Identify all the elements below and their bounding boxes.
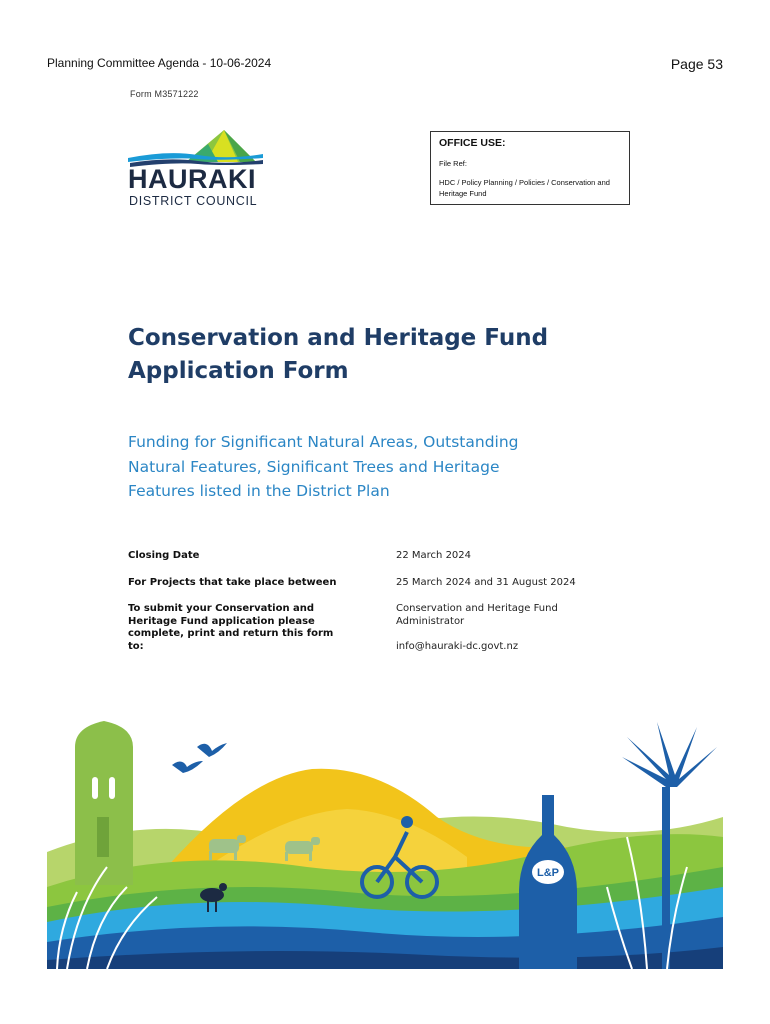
project-period-value: 25 March 2024 and 31 August 2024 — [396, 577, 576, 588]
subtitle-line-3: Features listed in the District Plan — [128, 482, 390, 500]
submit-line-1: To submit your Conservation and — [128, 603, 315, 614]
submit-line-2: Heritage Fund application please — [128, 615, 315, 627]
submit-instructions — [128, 603, 368, 653]
logo-name: HAURAKI — [128, 164, 256, 194]
council-logo — [128, 128, 263, 208]
project-period-label: For Projects that take place between — [128, 577, 337, 588]
title-line-2: Application Form — [128, 358, 349, 384]
bottle-label: L&P — [537, 867, 559, 879]
office-use-title: OFFICE USE: — [439, 137, 506, 149]
agenda-header: Planning Committee Agenda - 10-06-2024 — [47, 56, 272, 70]
closing-date-value: 22 March 2024 — [396, 550, 472, 561]
mountain-logo-icon — [128, 128, 263, 168]
title-line-1: Conservation and Heritage Fund — [128, 325, 549, 351]
recipient-line-1: Conservation and Heritage Fund — [396, 603, 558, 614]
page-title — [128, 322, 608, 388]
office-use-box — [430, 131, 630, 205]
submit-line-3: complete, print and return this form — [128, 628, 334, 639]
recipient-line-2: Administrator — [396, 615, 465, 627]
submit-recipient — [396, 603, 636, 654]
file-ref-path: HDC / Policy Planning / Policies / Conservation and Heritage Fund — [439, 178, 610, 198]
submit-line-4: to: — [128, 640, 144, 652]
logo-subtitle: DISTRICT COUNCIL — [129, 194, 258, 208]
email-address: info@hauraki-dc.govt.nz — [396, 641, 519, 652]
subtitle-line-2: Natural Features, Significant Trees and Heritage — [128, 457, 500, 476]
cyclist-head — [401, 816, 413, 828]
page-subtitle — [128, 430, 648, 504]
subtitle-line-1: Funding for Significant Natural Areas, Outstanding — [128, 433, 519, 451]
file-ref-label: File Ref: — [439, 159, 467, 168]
landscape-illustration — [47, 717, 723, 969]
closing-date-label: Closing Date — [128, 550, 200, 561]
form-number: Form M3571222 — [130, 89, 199, 99]
page-number: Page 53 — [670, 56, 723, 72]
heritage-tower-icon — [75, 721, 133, 885]
